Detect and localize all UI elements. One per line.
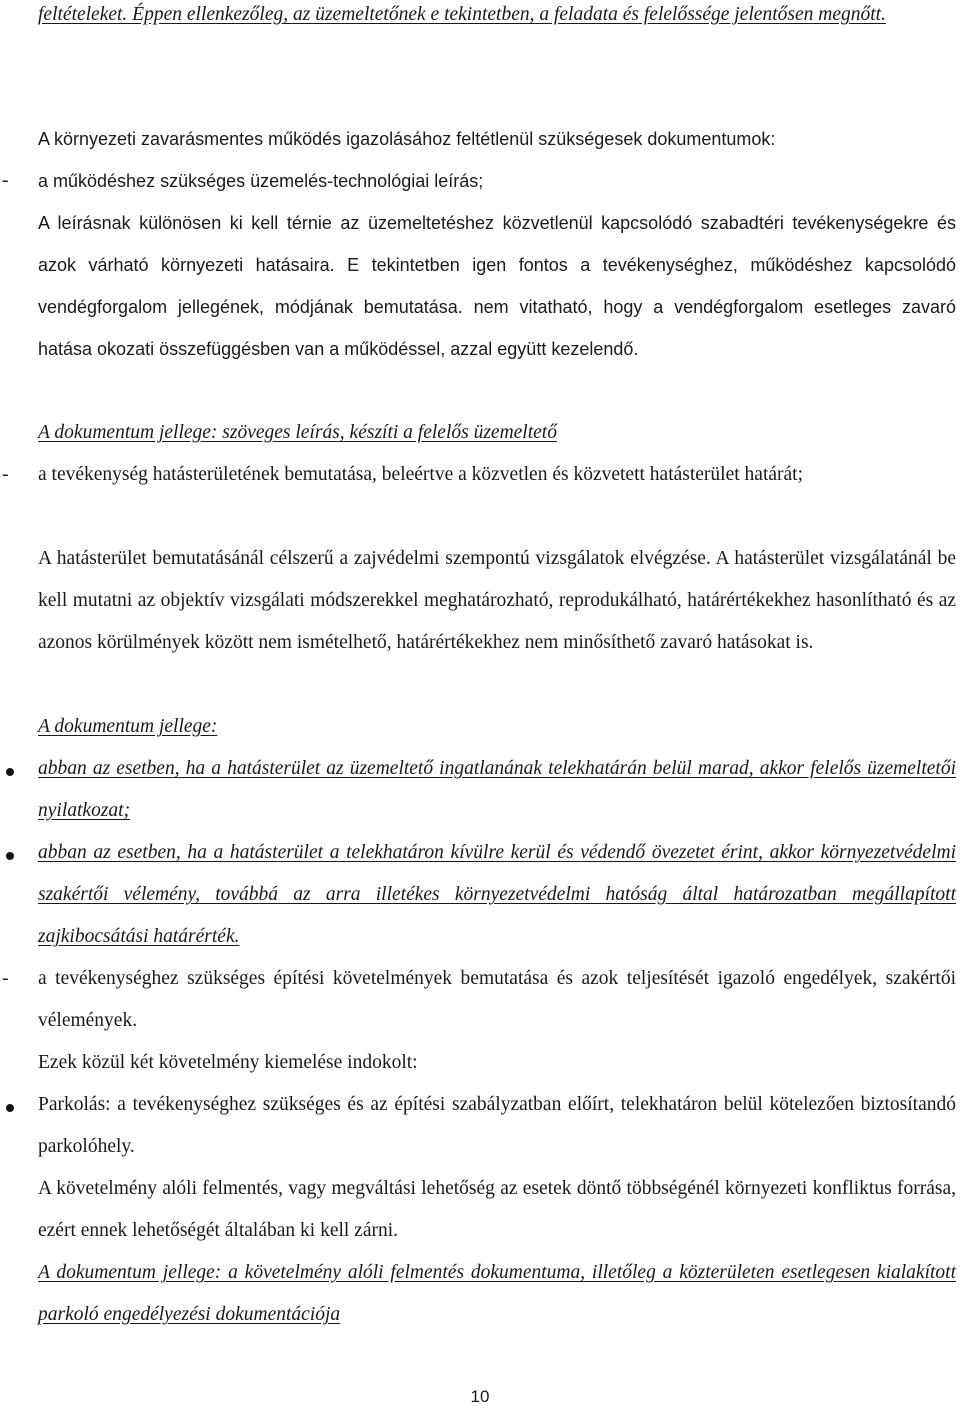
- list-item-impact-area: a tevékenység hatásterületének bemutatása, beleértve a közvetlen és közvetett hatásterület határát;: [38, 464, 804, 485]
- document-type-note: A dokumentum jellege: szöveges leírás, készíti a felelős üzemeltető: [38, 422, 557, 443]
- document-type-heading: A dokumentum jellege:: [38, 716, 218, 737]
- bullet-item-operator-statement: abban az esetben, ha a hatásterület az üzemeltető ingatlanának telekhatárán belül marad, akkor felelős üzemeltetői nyilatkozat;: [38, 758, 956, 821]
- paragraph-continuation: feltételeket. Éppen ellenkezőleg, az üzemeltetőnek e tekintetben, a feladata és felelőssége jelentősen megnőtt.: [38, 4, 886, 25]
- dash-marker: -: [2, 170, 9, 191]
- paragraph-two-requirements: Ezek közül két követelmény kiemelése indokolt:: [38, 1052, 418, 1073]
- bullet-marker: [6, 852, 14, 860]
- paragraph-impact-area-details: A hatásterület bemutatásánál célszerű a zajvédelmi szempontú vizsgálatok elvégzése. A hatásterület vizsgálatánál be kell mutatni az objektív vizsgálati módszerekkel meghatározható, reprodukálható, határértékekhez hasonlítható és az azonos körülmények között nem ismételhető, határértékekhez nem minősíthető zavaró hatásokat is.: [38, 548, 956, 653]
- dash-marker: -: [2, 464, 9, 485]
- bullet-marker: [6, 768, 14, 776]
- list-item-technology-description: a működéshez szükséges üzemelés-technológiai leírás;: [38, 171, 484, 191]
- dash-marker: -: [2, 968, 9, 989]
- paragraph-exemption: A követelmény alóli felmentés, vagy megváltási lehetőség az esetek döntő többségénél környezeti konfliktus forrása, ezért ennek lehetőségét általában ki kell zárni.: [38, 1178, 956, 1241]
- bullet-item-parking: Parkolás: a tevékenységhez szükséges és az építési szabályzatban előírt, telekhatáron belül kötelezően biztosítandó parkolóhely.: [38, 1094, 956, 1157]
- page-number: 10: [470, 1387, 490, 1406]
- paragraph-description-details: A leírásnak különösen ki kell térnie az üzemeltetéshez közvetlenül kapcsolódó szabadtéri tevékenységekre és azok várható környezeti hatásaira. E tekintetben igen fontos a tevékenységhez, működéshez kapcsolódó vendégforgalom jellegének, módjának bemutatása. nem vitatható, hogy a vendégforgalom esetleges zavaró hatása okozati összefüggésben van a működéssel, azzal együtt kezelendő.: [38, 213, 956, 359]
- list-item-building-requirements: a tevékenységhez szükséges építési követelmények bemutatása és azok teljesítését igazoló engedélyek, szakértői vélemények.: [38, 968, 956, 1031]
- paragraph-intro: A környezeti zavarásmentes működés igazolásához feltétlenül szükségesek dokumentumok:: [38, 129, 776, 149]
- bullet-item-expert-opinion: abban az esetben, ha a hatásterület a telekhatáron kívülre kerül és védendő övezetet érint, akkor környezetvédelmi szakértői vélemény, továbbá az arra illetékes környezetvédelmi hatóság által határozatban megállapított zajkibocsátási határérték.: [38, 842, 956, 947]
- document-type-parking: A dokumentum jellege: a követelmény alóli felmentés dokumentuma, illetőleg a közterületen esetlegesen kialakított parkoló engedélyezési dokumentációja: [38, 1262, 956, 1325]
- bullet-marker: [6, 1104, 14, 1112]
